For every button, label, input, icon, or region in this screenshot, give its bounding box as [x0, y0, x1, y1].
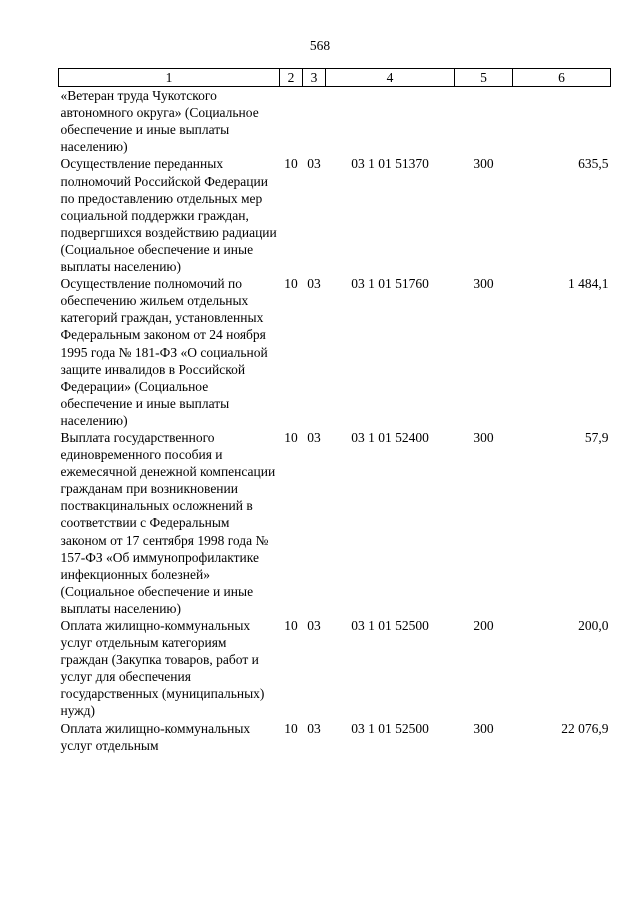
row-description: Осуществление переданных полномочий Российской Федерации по предоставлению отдельных мер социальной поддержки граждан, подвергшихся воздействию радиации (Социальное обеспечение и иные выплаты населению): [60, 156, 277, 275]
row-section: 10: [284, 618, 298, 633]
table-row: [59, 275, 611, 429]
row-section: 10: [284, 156, 298, 172]
column-header-5: 5: [455, 69, 513, 87]
row-amount: 57,9: [584, 429, 609, 445]
column-header-6: 6: [513, 69, 611, 87]
row-subsection: [303, 87, 326, 156]
row-target-code: [326, 87, 455, 156]
row-description: Оплата жилищно-коммунальных услуг отдельным категориям граждан (Закупка товаров, работ и услуг для обеспечения государственных (муниципальных) нужд): [60, 618, 265, 719]
row-target-code: 03 1 01 51760: [351, 276, 429, 292]
row-subsection: 03: [307, 618, 321, 633]
budget-table: [58, 68, 611, 754]
row-subsection: 03: [307, 156, 321, 172]
row-amount: 1 484,1: [568, 276, 609, 292]
column-header-2: 2: [280, 69, 303, 87]
table-row: [59, 155, 611, 275]
row-section: 10: [284, 429, 298, 445]
column-header-1: 1: [59, 69, 280, 87]
row-section: 10: [284, 276, 298, 292]
row-expense-type: 300: [473, 276, 494, 292]
row-target-code: 03 1 01 52400: [351, 429, 429, 445]
table-row: [59, 720, 611, 754]
row-amount: 22 076,9: [561, 720, 609, 736]
row-description: Осуществление полномочий по обеспечению жильем отдельных категорий граждан, установленных Федеральным законом от 24 ноября 1995 года № 181-ФЗ «О социальной защите инвалидов в Российской Федерации» (Социальное обеспечение и иные выплаты населению): [60, 276, 268, 428]
row-target-code: 03 1 01 51370: [351, 156, 429, 172]
table-row: [59, 617, 611, 720]
row-subsection: 03: [307, 720, 321, 736]
row-subsection: 03: [307, 429, 321, 445]
row-subsection: 03: [307, 276, 321, 292]
table-row: [59, 429, 611, 617]
row-section: [280, 87, 303, 156]
row-description: Выплата государственного единовременного пособия и ежемесячной денежной компенсации гражданам при возникновении поствакцинальных осложнений в соответствии с Федеральным законом от 17 сентября 1998 года № 157-ФЗ «Об иммунопрофилактике инфекционных болезней» (Социальное обеспечение и иные выплаты населению): [60, 429, 276, 616]
row-description: «Ветеран труда Чукотского автономного округа» (Социальное обеспечение и иные выплаты населению): [60, 88, 259, 155]
row-target-code: 03 1 01 52500: [351, 720, 429, 736]
row-expense-type: 300: [473, 720, 494, 736]
row-section: 10: [284, 720, 298, 736]
row-expense-type: 300: [473, 156, 494, 172]
row-expense-type: [455, 87, 513, 156]
table-row: [59, 87, 611, 156]
page-number: 568: [309, 38, 331, 53]
row-expense-type: 300: [473, 429, 494, 445]
row-target-code: 03 1 01 52500: [351, 618, 429, 633]
row-amount: [513, 87, 611, 156]
row-expense-type: 200: [473, 618, 494, 633]
row-amount: 635,5: [578, 156, 609, 172]
row-description: Оплата жилищно-коммунальных услуг отдельным: [60, 720, 251, 753]
column-header-4: 4: [326, 69, 455, 87]
column-header-3: 3: [303, 69, 326, 87]
row-amount: 200,0: [578, 618, 609, 633]
header-row: [59, 69, 611, 87]
